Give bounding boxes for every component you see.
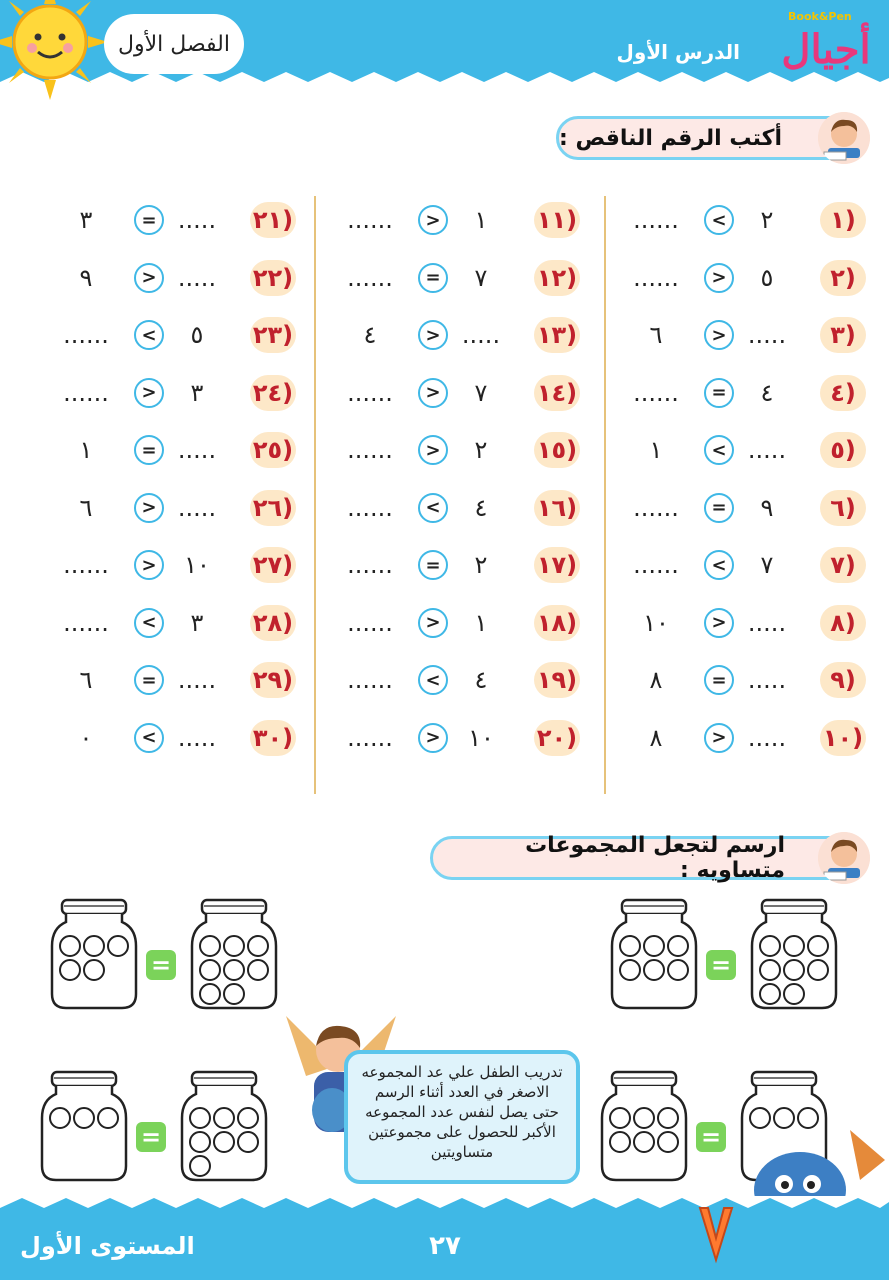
comparison-sign: > — [418, 435, 448, 465]
comparison-sign: > — [418, 723, 448, 753]
second-value[interactable]: ...... — [633, 493, 679, 522]
first-value: ٧ — [760, 551, 774, 579]
page-number: ٢٧ — [429, 1231, 461, 1261]
second-value[interactable]: ...... — [347, 723, 393, 752]
comparison-sign: > — [134, 493, 164, 523]
first-value: ٤ — [474, 666, 488, 694]
first-value: ٢ — [474, 436, 488, 464]
question-number: ٢٨) — [250, 605, 296, 641]
comparison-sign: > — [418, 378, 448, 408]
first-value: ..... — [747, 608, 787, 637]
sun-icon — [0, 0, 110, 102]
second-value[interactable]: ٩ — [79, 263, 93, 292]
second-value[interactable]: ...... — [633, 551, 679, 579]
publisher-logo — [770, 6, 885, 86]
comparison-sign: > — [704, 608, 734, 638]
question-number: ٣٠) — [250, 720, 296, 756]
question-number: ٢٣) — [250, 317, 296, 353]
question-number: ٢٩) — [250, 662, 296, 698]
question-number: ١٣) — [534, 317, 580, 353]
question-number: ٤) — [820, 375, 866, 411]
first-value: ٤ — [760, 378, 774, 407]
second-value[interactable]: ٦ — [649, 321, 663, 349]
first-value: ..... — [177, 206, 217, 234]
logo-small-text: Book&Pen — [788, 10, 852, 23]
comparison-sign: > — [704, 723, 734, 753]
comparison-sign: < — [134, 608, 164, 638]
comparison-sign: < — [704, 435, 734, 465]
first-value: ٥ — [190, 321, 204, 349]
comparison-sign: = — [418, 550, 448, 580]
first-value: ..... — [177, 436, 217, 464]
chapter-label: الفصل الأول — [104, 14, 244, 74]
second-value[interactable]: ١ — [649, 436, 663, 464]
question-number: ٩) — [820, 662, 866, 698]
question-number: ٢٤) — [250, 375, 296, 411]
footer-zigzag — [0, 1196, 889, 1216]
lesson-label: الدرس الأول — [616, 40, 740, 64]
column-divider — [314, 196, 316, 794]
second-value[interactable]: ١ — [79, 436, 93, 464]
first-value: ٧ — [474, 378, 488, 407]
first-value: ١ — [474, 206, 488, 234]
first-value: ١ — [474, 608, 488, 637]
first-value: ٣ — [190, 378, 204, 407]
first-value: ١٠ — [468, 723, 494, 752]
question-number: ١٧) — [534, 547, 580, 583]
question-number: ٣) — [820, 317, 866, 353]
jar-right — [178, 1070, 270, 1182]
first-value: ..... — [177, 723, 217, 752]
comparison-sign: > — [134, 378, 164, 408]
first-value: ..... — [461, 321, 501, 349]
jar-right — [748, 898, 840, 1010]
first-value: ..... — [747, 666, 787, 694]
question-number: ٦) — [820, 490, 866, 526]
comparison-sign: > — [134, 263, 164, 293]
comparison-sign: = — [418, 263, 448, 293]
equal-sign-icon: = — [146, 950, 176, 980]
first-value: ..... — [177, 493, 217, 522]
header-zigzag — [0, 72, 889, 92]
comparison-sign: > — [418, 205, 448, 235]
comparison-sign: > — [134, 550, 164, 580]
comparison-sign: > — [418, 608, 448, 638]
first-value: ٥ — [760, 263, 774, 292]
comparison-sign: < — [704, 205, 734, 235]
second-value[interactable]: ٤ — [363, 321, 377, 349]
jar-left — [38, 1070, 130, 1182]
comparison-sign: = — [704, 493, 734, 523]
question-number: ٢٥) — [250, 432, 296, 468]
jar-left — [48, 898, 140, 1010]
section-title-equal-groups: ارسم لتجعل المجموعات متساويه : — [430, 836, 858, 880]
boy-reading-icon — [818, 112, 870, 164]
second-value[interactable]: ...... — [347, 666, 393, 694]
second-value[interactable]: ...... — [347, 551, 393, 579]
comparison-sign: = — [704, 665, 734, 695]
comparison-sign: < — [418, 665, 448, 695]
question-number: ٥) — [820, 432, 866, 468]
column-divider — [604, 196, 606, 794]
question-number: ٨) — [820, 605, 866, 641]
question-number: ١) — [820, 202, 866, 238]
comparison-sign: = — [134, 665, 164, 695]
second-value[interactable]: ...... — [347, 378, 393, 407]
jar-left — [598, 1070, 690, 1182]
second-value[interactable]: ...... — [63, 551, 109, 579]
second-value[interactable]: ٨ — [649, 723, 663, 752]
first-value: ٢ — [474, 551, 488, 579]
second-value[interactable]: ...... — [63, 608, 109, 637]
boy-reading-icon — [818, 832, 870, 884]
first-value: ٣ — [190, 608, 204, 637]
question-number: ١٠) — [820, 720, 866, 756]
first-value: ..... — [747, 436, 787, 464]
question-number: ٢١) — [250, 202, 296, 238]
question-number: ٢٠) — [534, 720, 580, 756]
question-number: ١٢) — [534, 260, 580, 296]
first-value: ..... — [177, 263, 217, 292]
second-value[interactable]: ...... — [633, 263, 679, 292]
first-value: ٩ — [760, 493, 774, 522]
question-number: ١٦) — [534, 490, 580, 526]
question-number: ١١) — [534, 202, 580, 238]
level-label: المستوى الأول — [20, 1232, 195, 1260]
question-number: ٢٢) — [250, 260, 296, 296]
second-value[interactable]: ...... — [347, 493, 393, 522]
second-value[interactable]: ...... — [347, 608, 393, 637]
comparison-sign: > — [418, 320, 448, 350]
equal-sign-icon: = — [696, 1122, 726, 1152]
second-value[interactable]: ...... — [347, 263, 393, 292]
second-value[interactable]: ٦ — [79, 666, 93, 694]
first-value: ..... — [747, 723, 787, 752]
comparison-sign: = — [704, 378, 734, 408]
comparison-sign: < — [134, 320, 164, 350]
second-value[interactable]: ٦ — [79, 493, 93, 522]
second-value[interactable]: ...... — [347, 436, 393, 464]
second-value[interactable]: ٨ — [649, 666, 663, 694]
jar-right — [188, 898, 280, 1010]
comparison-sign: > — [704, 320, 734, 350]
first-value: ..... — [177, 666, 217, 694]
question-number: ١٤) — [534, 375, 580, 411]
comparison-sign: < — [704, 550, 734, 580]
first-value: ٧ — [474, 263, 488, 292]
first-value: ٤ — [474, 493, 488, 522]
second-value[interactable]: ...... — [63, 321, 109, 349]
logo-text: أجيال — [781, 26, 871, 73]
first-value: ١٠ — [184, 551, 210, 579]
second-value[interactable]: ...... — [63, 378, 109, 407]
comparison-sign: = — [134, 205, 164, 235]
level-badge-icon — [696, 1204, 736, 1264]
second-value[interactable]: ...... — [347, 206, 393, 234]
first-value: ..... — [747, 321, 787, 349]
section-title-missing-number: أكتب الرقم الناقص : — [556, 116, 856, 160]
jar-left — [608, 898, 700, 1010]
equal-sign-icon: = — [136, 1122, 166, 1152]
comparison-sign: < — [134, 723, 164, 753]
second-value[interactable]: ...... — [633, 206, 679, 234]
teacher-note: تدريب الطفل علي عد المجموعه الاصغر في العدد أثناء الرسم حتى يصل لنفس عدد المجموعه الأكبر للحصول على مجموعتين متساويتين — [344, 1050, 580, 1184]
question-number: ٧) — [820, 547, 866, 583]
question-number: ٢٧) — [250, 547, 296, 583]
question-number: ١٥) — [534, 432, 580, 468]
first-value: ٢ — [760, 206, 774, 234]
comparison-sign: < — [418, 493, 448, 523]
second-value[interactable]: ٣ — [79, 206, 93, 234]
second-value[interactable]: ٠ — [79, 723, 93, 752]
equal-sign-icon: = — [706, 950, 736, 980]
question-number: ٢٦) — [250, 490, 296, 526]
second-value[interactable]: ...... — [633, 378, 679, 407]
comparison-sign: > — [704, 263, 734, 293]
second-value[interactable]: ١٠ — [643, 608, 669, 637]
comparison-sign: = — [134, 435, 164, 465]
question-number: ٢) — [820, 260, 866, 296]
question-number: ١٨) — [534, 605, 580, 641]
question-number: ١٩) — [534, 662, 580, 698]
